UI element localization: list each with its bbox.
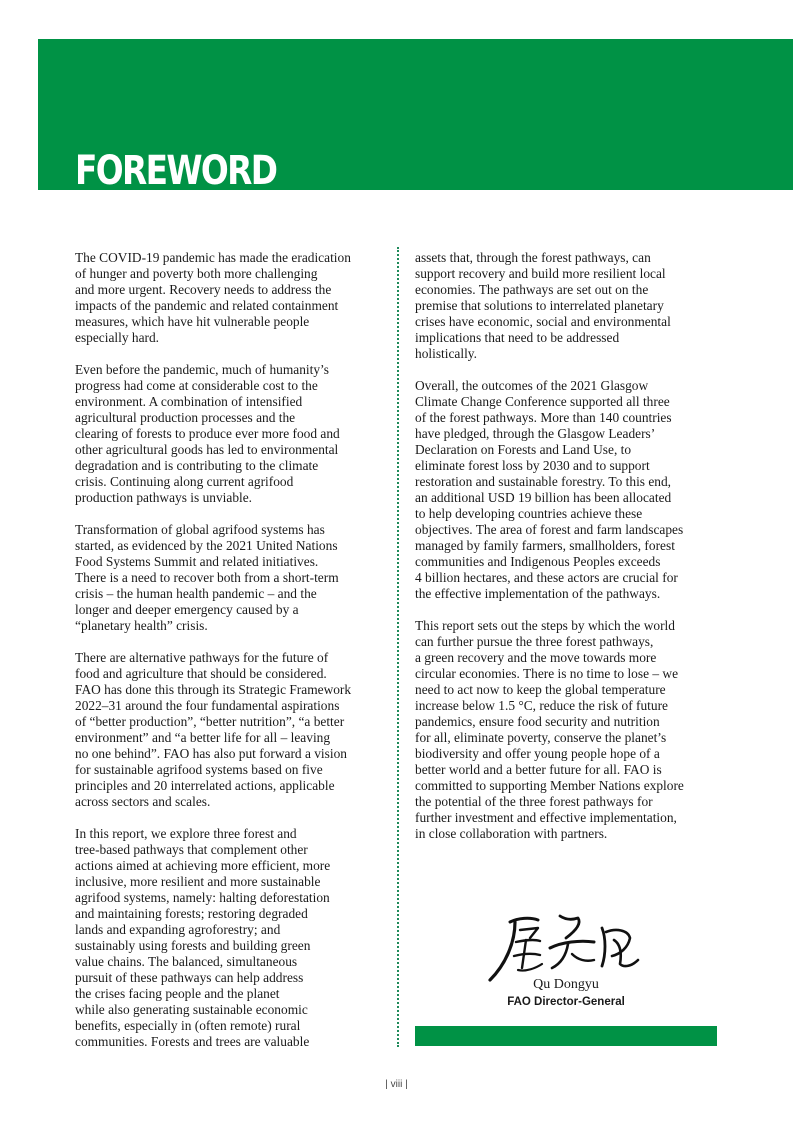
signature-green-bar <box>415 1026 717 1046</box>
left-column <box>75 250 381 1066</box>
paragraph: assets that, through the forest pathways, can support recovery and build more resilient local economies. The pathways are set out on the premise that solutions to interrelated planetary crises have economic, social and environmental implications that need to be addressed holistically. <box>415 250 671 361</box>
page-number: | viii | <box>385 1079 408 1090</box>
column-divider <box>397 247 399 1047</box>
paragraph: This report sets out the steps by which the world can further pursue the three forest pathways, a green recovery and the move towards more circular economies. There is no time to lose – we need to act now to keep the global temperature increase below 1.5 °C, reduce the risk of future pandemics, ensure food security and nutrition for all, eliminate poverty, conserve the planet’s biodiversity and offer young people hope of a better world and a better future for all. FAO is committed to supporting Member Nations explore the potential of the three forest pathways for further investment and effective implementation, in close collaboration with partners. <box>415 618 684 841</box>
right-column <box>415 250 720 858</box>
page-title: FOREWORD <box>75 148 277 194</box>
paragraph: Transformation of global agrifood systems has started, as evidenced by the 2021 United Nations Food Systems Summit and related initiatives. There is a need to recover both from a short-term crisis – the human health pandemic – and the longer and deeper emergency caused by a “planetary health” crisis. <box>75 522 339 633</box>
signer-title: FAO Director-General <box>507 996 625 1008</box>
paragraph: Overall, the outcomes of the 2021 Glasgow Climate Change Conference supported all three of the forest pathways. More than 140 countries have pledged, through the Glasgow Leaders’ Declaration on Forests and Land Use, to eliminate forest loss by 2030 and to support restoration and sustainable forestry. To this end, an additional USD 19 billion has been allocated to help developing countries achieve these objectives. The area of forest and farm landscapes managed by family farmers, smallholders, forest communities and Indigenous Peoples exceeds 4 billion hectares, and these actors are crucial for the effective implementation of the pathways. <box>415 378 684 601</box>
handwritten-signature <box>482 908 642 984</box>
paragraph: In this report, we explore three forest and tree-based pathways that complement other actions aimed at achieving more efficient, more inclusive, more resilient and more sustainable agrifood systems, namely: halting deforestation and maintaining forests; restoring degraded lands and expanding agroforestry; and sustainably using forests and building green value chains. The balanced, simultaneous pursuit of these pathways can help address the crises facing people and the planet while also generating sustainable economic benefits, especially in (often remote) rural communities. Forests and trees are valuable <box>75 826 331 1049</box>
paragraph: The COVID-19 pandemic has made the eradication of hunger and poverty both more challenging and more urgent. Recovery needs to address the impacts of the pandemic and related containment measures, which have hit vulnerable people especially hard. <box>75 250 351 345</box>
signer-name: Qu Dongyu <box>533 977 599 992</box>
paragraph: Even before the pandemic, much of humanity’s progress had come at considerable cost to the environment. A combination of intensified agricultural production processes and the clearing of forests to produce ever more food and other agricultural goods has led to environmental degradation and is contributing to the climate crisis. Continuing along current agrifood production pathways is unviable. <box>75 362 340 505</box>
paragraph: There are alternative pathways for the future of food and agriculture that should be considered. FAO has done this through its Strategic Framework 2022–31 around the four fundamental aspirations of “better production”, “better nutrition”, “a better environment” and “a better life for all – leaving no one behind”. FAO has also put forward a vision for sustainable agrifood systems based on five principles and 20 interrelated actions, applicable across sectors and scales. <box>75 650 352 809</box>
